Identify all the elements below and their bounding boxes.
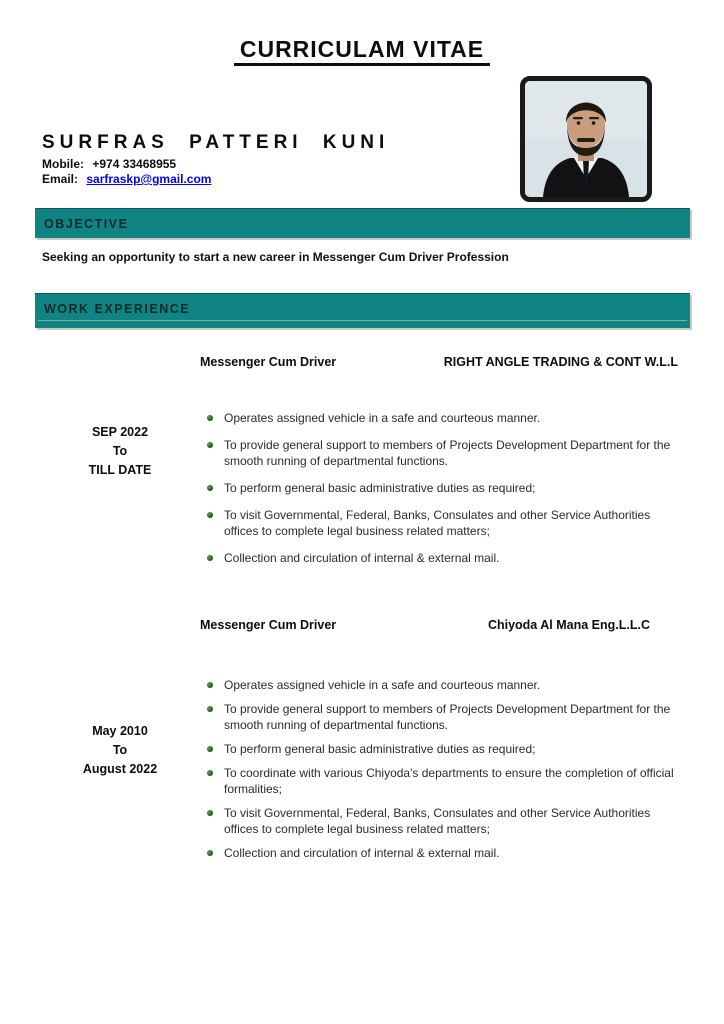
duty-item	[205, 480, 679, 496]
job-title: Messenger Cum Driver	[200, 355, 337, 369]
duty-item	[205, 507, 679, 539]
duty-item	[205, 741, 679, 757]
duty-item	[205, 701, 679, 733]
work-experience-heading: WORK EXPERIENCE	[44, 302, 191, 316]
bullet-icon	[207, 555, 213, 561]
section-bar-work-experience	[35, 293, 690, 328]
job-header	[200, 355, 678, 369]
duties-list	[205, 410, 679, 577]
date-start: May 2010	[92, 724, 148, 738]
duty-text: To provide general support to members of Projects Development Department for the smooth running of departmental functions.	[224, 702, 671, 732]
duty-text: To provide general support to members of Projects Development Department for the smooth running of departmental functions.	[224, 438, 671, 468]
duty-item	[205, 437, 679, 469]
page-title-text: CURRICULAM VITAE	[234, 36, 490, 66]
duty-text: To perform general basic administrative duties as required;	[224, 742, 536, 756]
applicant-name: SURFRAS PATTERI KUNI	[42, 132, 390, 153]
bullet-icon	[207, 415, 213, 421]
mobile-line	[42, 157, 176, 171]
objective-heading: OBJECTIVE	[44, 217, 129, 231]
duty-text: To visit Governmental, Federal, Banks, Consulates and other Service Authorities offices to complete legal business related matters;	[224, 508, 651, 538]
date-separator: To	[112, 743, 128, 757]
duty-text: Operates assigned vehicle in a safe and courteous manner.	[224, 678, 541, 692]
duty-text: Collection and circulation of internal & external mail.	[224, 551, 500, 565]
email-link[interactable]: sarfraskp@gmail.com	[86, 172, 212, 186]
date-range	[52, 423, 188, 480]
duty-text: To perform general basic administrative duties as required;	[224, 481, 536, 495]
duty-text: Operates assigned vehicle in a safe and courteous manner.	[224, 411, 541, 425]
duty-text: To coordinate with various Chiyoda's departments to ensure the completion of official formalities;	[224, 766, 674, 796]
bullet-icon	[207, 850, 213, 856]
date-end: August 2022	[82, 762, 158, 776]
company-name: Chiyoda Al Mana Eng.L.L.C	[487, 618, 650, 632]
duty-item	[205, 765, 679, 797]
page-title	[0, 36, 724, 63]
objective-text: Seeking an opportunity to start a new career in Messenger Cum Driver Profession	[42, 250, 509, 264]
date-start: SEP 2022	[91, 425, 149, 439]
job-title: Messenger Cum Driver	[200, 618, 337, 632]
duties-list	[205, 677, 679, 869]
bullet-icon	[207, 770, 213, 776]
duty-text: To visit Governmental, Federal, Banks, Consulates and other Service Authorities offices to complete legal business related matters;	[224, 806, 651, 836]
company-name: RIGHT ANGLE TRADING & CONT W.L.L	[443, 355, 678, 369]
bullet-icon	[207, 682, 213, 688]
duty-item	[205, 677, 679, 693]
date-end: TILL DATE	[88, 463, 152, 477]
date-separator: To	[112, 444, 128, 458]
portrait-graphic	[525, 81, 647, 197]
bullet-icon	[207, 746, 213, 752]
duty-item	[205, 845, 679, 861]
duty-text: Collection and circulation of internal & external mail.	[224, 846, 500, 860]
job-header	[200, 618, 678, 632]
section-bar-objective	[35, 208, 690, 238]
bullet-icon	[207, 512, 213, 518]
bullet-icon	[207, 706, 213, 712]
email-line	[42, 172, 211, 186]
applicant-photo	[520, 76, 652, 202]
mobile-value: +974 33468955	[92, 157, 177, 171]
duty-item	[205, 805, 679, 837]
bullet-icon	[207, 442, 213, 448]
email-label: Email:	[42, 172, 79, 186]
mobile-label: Mobile:	[42, 157, 84, 171]
bullet-icon	[207, 485, 213, 491]
duty-item	[205, 410, 679, 426]
bullet-icon	[207, 810, 213, 816]
date-range	[52, 722, 188, 779]
duty-item	[205, 550, 679, 566]
